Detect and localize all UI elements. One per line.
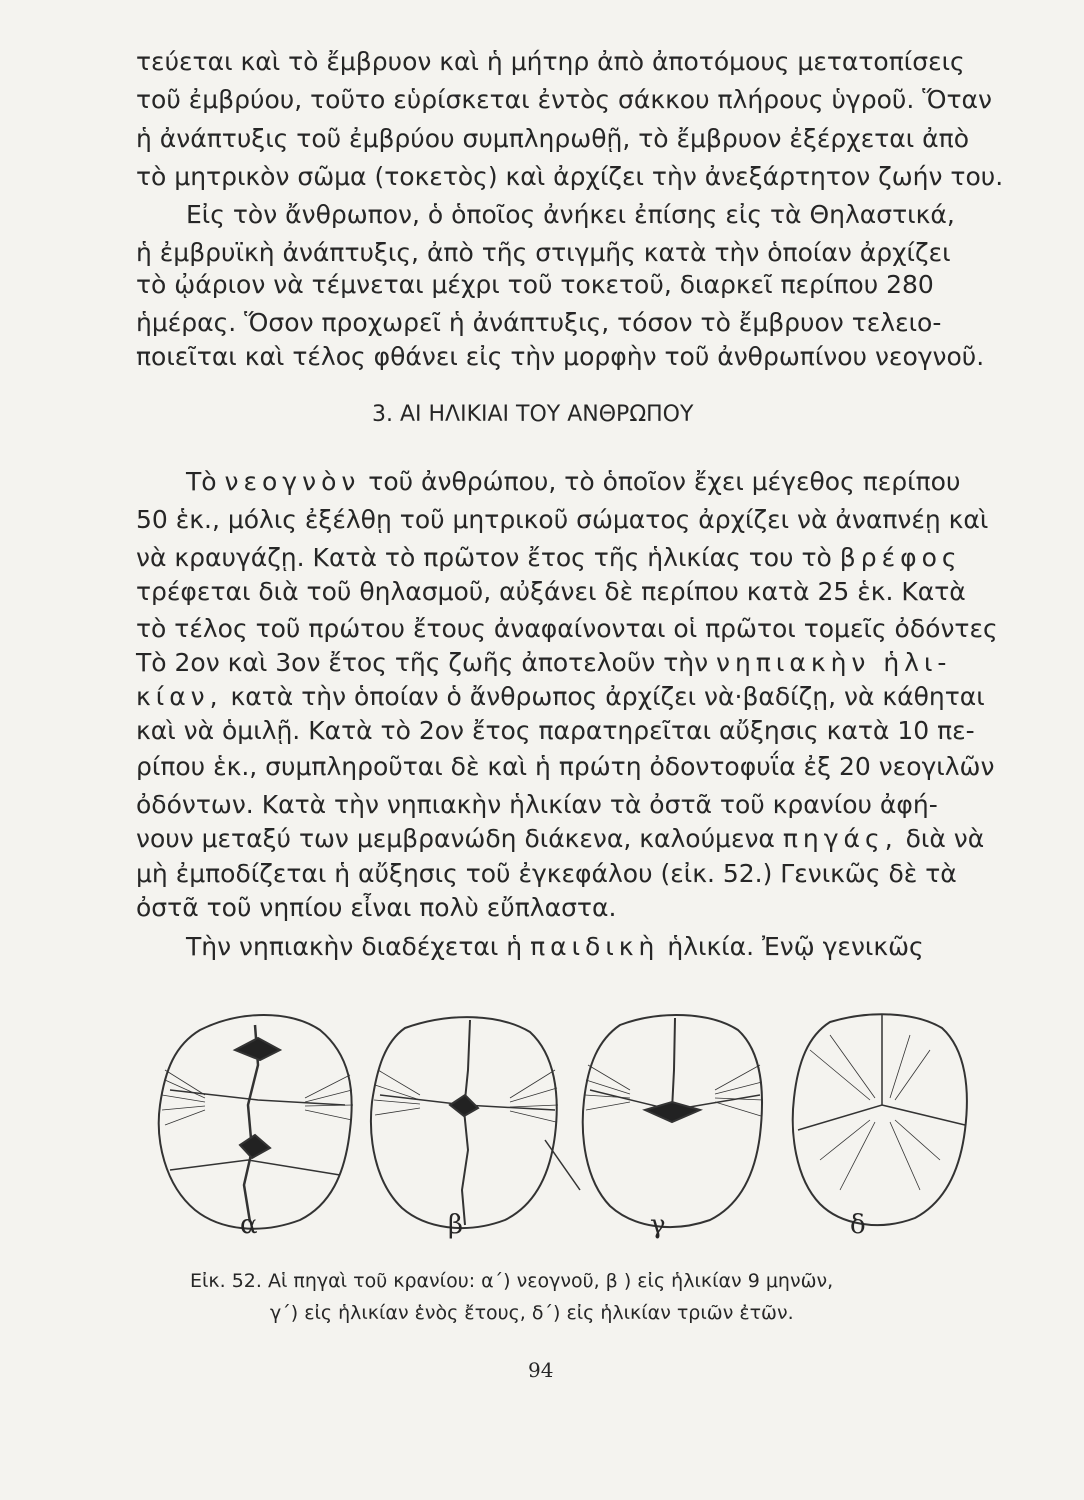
figure-label-delta: δ xyxy=(850,1210,866,1240)
text-line: μὴ ἐμποδίζεται ἡ αὔξησις τοῦ ἐγκεφάλου (εἰκ. 52.) Γενικῶς δὲ τὰ xyxy=(136,859,957,888)
text-span: νὰ κραυγάζῃ. Κατὰ τὸ πρῶτον ἔτος τῆς ἡλικίας του τὸ xyxy=(136,543,832,572)
figure-label-gamma: γ xyxy=(650,1210,666,1240)
skull-delta xyxy=(793,1014,967,1225)
text-span: Τὸ xyxy=(186,467,217,496)
text-line: ἡμέρας. Ὅσον προχωρεῖ ἡ ἀνάπτυξις, τόσον τὸ ἔμβρυον τελειο- xyxy=(136,308,942,337)
text-line: ποιεῖται καὶ τέλος φθάνει εἰς τὴν μορφὴν τοῦ ἀνθρωπίνου νεογνοῦ. xyxy=(136,342,985,371)
text-line: ἡ ἐμβρυϊκὴ ἀνάπτυξις, ἀπὸ τῆς στιγμῆς κατὰ τὴν ὁποίαν ἀρχίζει xyxy=(136,238,951,267)
text-line: ρίπου ἑκ., συμπληροῦται δὲ καὶ ἡ πρώτη ὀδοντοφυΐα ἐξ 20 νεογιλῶν xyxy=(136,752,995,781)
text-span: Τὴν νηπιακὴν διαδέχεται ἡ xyxy=(186,932,523,961)
text-line xyxy=(136,646,976,680)
figure-caption-cont: γ΄) εἰς ἡλικίαν ἑνὸς ἔτους, δ΄) εἰς ἡλικίαν τριῶν ἐτῶν. xyxy=(270,1302,794,1324)
spaced-term: νεογνὸν xyxy=(224,467,361,496)
spaced-term: βρέφος xyxy=(839,543,962,572)
figure-label-alpha: α xyxy=(240,1210,258,1240)
skull-gamma xyxy=(583,1015,763,1227)
text-span: Τὸ 2ον καὶ 3ον ἔτος τῆς ζωῆς ἀποτελοῦν τὴν xyxy=(136,648,709,677)
text-line xyxy=(136,680,985,714)
text-span: ἡλικία. Ἐνῷ γενικῶς xyxy=(667,932,924,961)
text-span: κατὰ τὴν ὁποίαν ὁ ἄνθρωπος ἀρχίζει νὰ·βαδίζῃ, νὰ κάθηται xyxy=(230,682,985,711)
page-number: 94 xyxy=(528,1358,554,1382)
skull-fontanelles-figure xyxy=(140,1010,960,1270)
figure-caption: Εἰκ. 52. Αἱ πηγαὶ τοῦ κρανίου: α΄) νεογνοῦ, β ) εἰς ἡλικίαν 9 μηνῶν, xyxy=(190,1270,834,1292)
text-line: ἡ ἀνάπτυξις τοῦ ἐμβρύου συμπληρωθῇ, τὸ ἔμβρυον ἐξέρχεται ἀπὸ xyxy=(136,124,969,153)
figure-label-beta: β xyxy=(448,1210,464,1240)
spaced-term: κίαν, xyxy=(136,682,223,711)
text-line: ὀστᾶ τοῦ νηπίου εἶναι πολὺ εὔπλαστα. xyxy=(136,893,617,922)
spaced-term: πηγάς, xyxy=(782,824,898,853)
text-line: τὸ ᾠάριον νὰ τέμνεται μέχρι τοῦ τοκετοῦ, διαρκεῖ περίπου 280 xyxy=(136,270,934,299)
text-line: καὶ νὰ ὁμιλῇ. Κατὰ τὸ 2ον ἔτος παρατηρεῖται αὔξησις κατὰ 10 πε- xyxy=(136,716,975,745)
text-line: 50 ἑκ., μόλις ἐξέλθῃ τοῦ μητρικοῦ σώματος ἀρχίζει νὰ ἀναπνέῃ καὶ xyxy=(136,505,989,534)
spaced-term: νηπιακὴν ἡλι- xyxy=(716,648,952,677)
skull-beta xyxy=(371,1017,580,1228)
text-line: τεύεται καὶ τὸ ἔμβρυον καὶ ἡ μήτηρ ἀπὸ ἀποτόμους μετατοπίσεις xyxy=(136,47,965,76)
text-line: Εἰς τὸν ἄνθρωπον, ὁ ὁποῖος ἀνήκει ἐπίσης εἰς τὰ Θηλαστικά, xyxy=(186,200,955,229)
text-line: τὸ μητρικὸν σῶμα (τοκετὸς) καὶ ἀρχίζει τὴν ἀνεξάρτητον ζωήν του. xyxy=(136,162,1004,191)
skull-alpha xyxy=(159,1015,353,1229)
section-heading: 3. ΑΙ ΗΛΙΚΙΑΙ ΤΟΥ ΑΝΘΡΩΠΟΥ xyxy=(372,402,694,427)
text-line: τοῦ ἐμβρύου, τοῦτο εὑρίσκεται ἐντὸς σάκκου πλήρους ὑγροῦ. Ὅταν xyxy=(136,85,992,114)
text-line xyxy=(186,465,976,499)
text-span: διὰ νὰ xyxy=(905,824,985,853)
text-line xyxy=(136,822,985,856)
text-span: τοῦ ἀνθρώπου, τὸ ὁποῖον ἔχει μέγεθος περίπου xyxy=(368,467,961,496)
text-line: τὸ τέλος τοῦ πρώτου ἔτους ἀναφαίνονται οἱ πρῶτοι τομεῖς ὀδόντες xyxy=(136,614,998,643)
text-span: νουν μεταξύ των μεμβρανώδη διάκενα, καλούμενα xyxy=(136,824,775,853)
text-line xyxy=(186,930,976,964)
text-line: ὀδόντων. Κατὰ τὴν νηπιακὴν ἡλικίαν τὰ ὀστᾶ τοῦ κρανίου ἀφή- xyxy=(136,790,938,819)
text-line: τρέφεται διὰ τοῦ θηλασμοῦ, αὐξάνει δὲ περίπου κατὰ 25 ἑκ. Κατὰ xyxy=(136,577,966,606)
text-line xyxy=(136,541,976,575)
spaced-term: παιδικὴ xyxy=(530,932,660,961)
